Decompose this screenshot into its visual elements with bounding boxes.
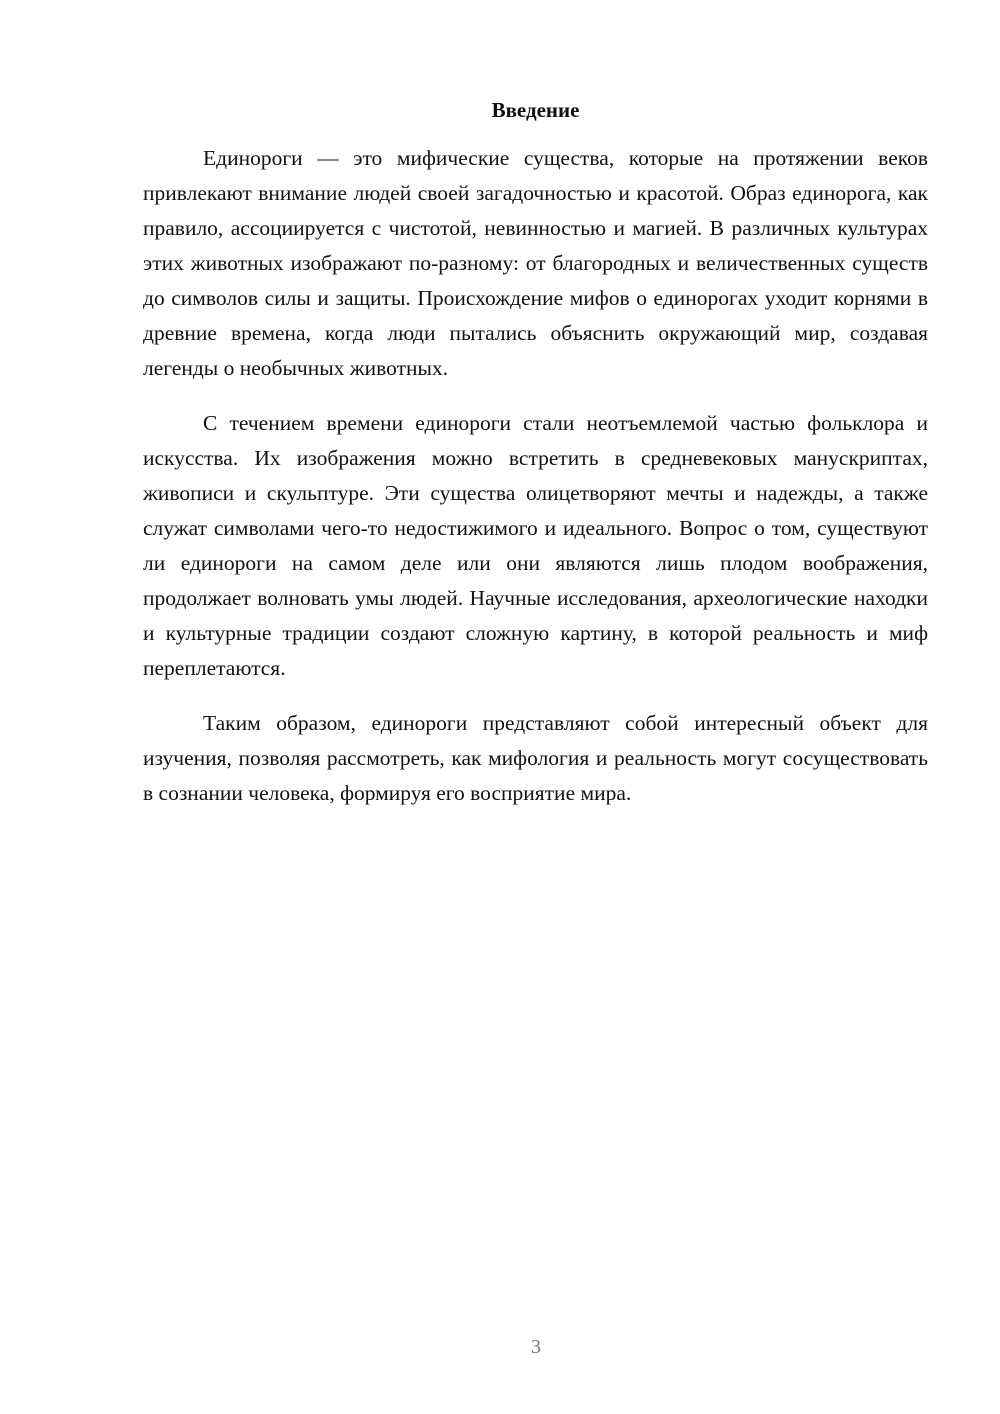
section-heading: Введение bbox=[491, 98, 580, 122]
page-content bbox=[143, 95, 928, 831]
paragraph-3: Таким образом, единороги представляют собой интересный объект для изучения, позволяя рассмотреть, как мифология и реальность могут сосуществовать в сознании человека, формируя его восприятие мира. bbox=[143, 711, 928, 805]
paragraph-1: Единороги — это мифические существа, которые на протяжении веков привлекают внимание людей своей загадочностью и красотой. Образ единорога, как правило, ассоциируется с чистотой, невинностью и магией. В различных культурах этих животных изображают по-разному: от благородных и величественных существ до символов силы и защиты. Происхождение мифов о единорогах уходит корнями в древние времена, когда люди пытались объяснить окружающий мир, создавая легенды о необычных животных. bbox=[143, 146, 928, 380]
paragraph-2: С течением времени единороги стали неотъемлемой частью фольклора и искусства. Их изображения можно встретить в средневековых манускриптах, живописи и скульптуре. Эти существа олицетворяют мечты и надежды, а также служат символами чего-то недостижимого и идеального. Вопрос о том, существуют ли единороги на самом деле или они являются лишь плодом воображения, продолжает волновать умы людей. Научные исследования, археологические находки и культурные традиции создают сложную картину, в которой реальность и миф переплетаются. bbox=[143, 411, 928, 680]
page-number: 3 bbox=[531, 1336, 541, 1358]
